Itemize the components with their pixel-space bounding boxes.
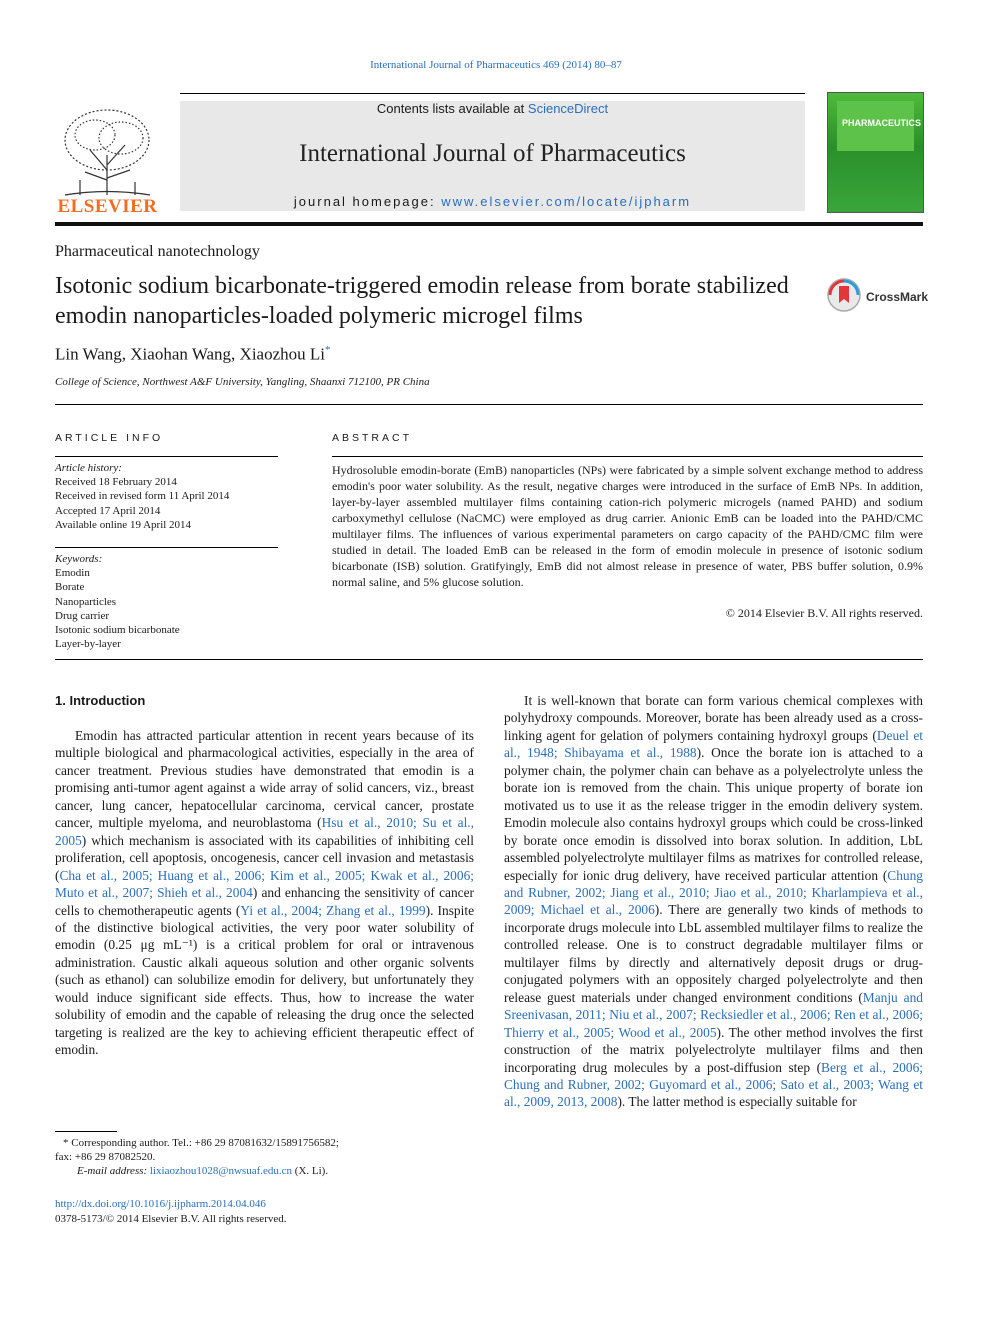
doi-link[interactable]: http://dx.doi.org/10.1016/j.ijpharm.2014.04.046 [55, 1198, 266, 1210]
introduction-heading: 1. Introduction [55, 693, 146, 708]
abstract-rule [332, 456, 923, 457]
abstract-copyright: © 2014 Elsevier B.V. All rights reserved. [725, 606, 923, 620]
email-link[interactable]: lixiaozhou1028@nwsuaf.edu.cn [149, 1165, 293, 1177]
keywords-label: Keywords: [55, 553, 103, 565]
citation-link[interactable]: Cha et al., 2005; Huang et al., 2006; Kim et al., 2005; Kwak et al., 2006; Muto et al., 2007; Shieh et al., 2004 [55, 867, 474, 901]
history-online: Available online 19 April 2014 [55, 518, 192, 531]
body-text: ) and enhancing the sensitivity of cancer cells to chemotherapeutic agents ( [55, 885, 475, 918]
abstract-bottom-rule [55, 659, 923, 660]
intro-paragraph-1 [55, 727, 474, 1059]
body-text: ). There are generally two kinds of methods to incorporate drugs molecule into LbL assembled multilayer films to realize the controlled release. One is to construct degradable multilayer films or multilayer films by directly and alternatively deposit drugs or drug-conjugated polymers with an oppositely charged polyelectrolyte and then release guest materials under changed environment conditions ( [504, 902, 924, 1005]
article-title: Isotonic sodium bicarbonate-triggered emodin release from borate stabilized emodin nanoparticles-loaded polymeric microgel films [55, 273, 789, 329]
authors-names: Lin Wang, Xiaohan Wang, Xiaozhou Li [55, 344, 325, 364]
citation-link[interactable]: Manju and Sreenivasan, 2011; Niu et al., 2007; Recksiedler et al., 2006; Ren et al., 2006; Thierry et al., 2005; Wood et al., 2005 [504, 989, 923, 1040]
intro-right-column [504, 692, 923, 1111]
footnote-mark: * [63, 1137, 69, 1149]
keyword: Emodin [55, 567, 90, 580]
history-revised: Received in revised form 11 April 2014 [55, 490, 230, 503]
footnote-rule [55, 1131, 117, 1132]
citation-link[interactable]: Chung and Rubner, 2002; Jiang et al., 2010; Jiao et al., 2010; Kharlampieva et al., 2009; Michael et al., 2006 [504, 867, 923, 918]
body-text: ). The latter method is especially suitable for [617, 1094, 857, 1110]
intro-paragraph-2 [504, 692, 923, 1111]
history-accepted: Accepted 17 April 2014 [55, 504, 161, 517]
body-text: ). Inspite of the distinctive biological activities, the very poor water solubility of emodin (0.25 μg mL⁻¹) is a critical problem for oral or intravenous administration. Caustic alkali aqueous solution and other organic solvents (such as ethanol) can solubilize emodin for delivery, but unfortunately they would induce significant side effects. Thus, how to increase the water solubility of emodin and the capable of releasing the drug once the selected targeting is realized are the key to achieving efficient therapeutic effect of emodin. [55, 902, 475, 1058]
abstract-text: Hydrosoluble emodin-borate (EmB) nanoparticles (NPs) were fabricated by a simple solvent exchange method to address emodin's poor water solubility. As the result, negative charges were introduced in the surface of EmB NPs. In addition, layer-by-layer assembled multilayer films containing cation-rich polymeric microgels (named PAHD) and sodium carboxymethyl cellulose (NaCMC) were employed as drug carrier. Anionic EmB can be loaded into the PAHD/CMC multilayer films. The influences of various experimental parameters on cargo capacity of the PAHD/CMC film were studied in detail. The loaded EmB can be released in the form of emodin molecule in presence of isotonic sodium bicarbonate (ISB) solution. Gratifyingly, EmB did not almost release in presence of water, PBS buffer solution, 0.9% normal saline, and 5% glucose solution. [332, 463, 923, 589]
homepage-link[interactable]: www.elsevier.com/locate/ijpharm [441, 194, 692, 209]
journal-title: International Journal of Pharmaceutics [299, 140, 686, 167]
homepage-prefix: journal homepage: [293, 194, 442, 209]
article-info-rule [55, 456, 278, 457]
crossmark-label[interactable]: CrossMark [866, 290, 929, 304]
crossmark-icon[interactable] [826, 277, 862, 313]
header-thick-rule [55, 222, 923, 226]
article-info-heading: ARTICLE INFO [55, 432, 164, 444]
cover-title: PHARMACEUTICS [842, 118, 922, 128]
article-history [55, 461, 278, 532]
body-text: Emodin has attracted particular attention in recent years because of its multiple biological and pharmacological activities, especially in the area of cancer treatment. Previous studies have demonstrated that emodin is a promising anti-tumor agent against a wide array of solid cancers, viz., breast cancer, lung cancer, hepatocellular carcinoma, cervical cancer, prostate cancer, multiple myeloma, and neuroblastoma ( [55, 728, 474, 831]
keyword: Layer-by-layer [55, 638, 121, 651]
history-received: Received 18 February 2014 [55, 476, 177, 489]
citation-link[interactable]: Berg et al., 2006; Chung and Rubner, 2002; Guyomard et al., 2006; Sato et al., 2003; Wang et al., 2009, 2013, 2008 [504, 1059, 923, 1110]
elsevier-wordmark: ELSEVIER [57, 196, 158, 217]
author-list [55, 344, 331, 365]
header-top-rule [180, 93, 805, 94]
contents-prefix: Contents lists available at [376, 101, 528, 116]
body-text: ) which mechanism is associated with its capabilities of inhibiting cell proliferation, cell apoptosis, oncogenesis, cancer cell invasion and metastasis ( [55, 832, 474, 883]
email-suffix: (X. Li). [292, 1165, 329, 1177]
sciencedirect-link[interactable]: ScienceDirect [527, 101, 609, 116]
email-label: E-mail address: [77, 1165, 150, 1177]
abstract-heading: ABSTRACT [332, 432, 413, 444]
body-text: ). Once the borate ion is attached to a polymer chain, the polymer chain can behave as a polyelectrolyte unless the borate ion is removed from the chain. This unique property of borate ion motivated us to use it as the release trigger in the emodin delivery system. Emodin molecule also contains hydroxyl groups which could be cross-linked by borate once emodin is dissolved into borax solution. In addition, LbL assembled polyelectrolyte multilayer films as matrixes for controlled release, especially for ionic drug delivery, have received particular attention ( [504, 745, 923, 883]
keywords-rule [55, 547, 278, 548]
doi-block [55, 1197, 475, 1227]
keywords-list [55, 552, 278, 651]
journal-citation[interactable]: International Journal of Pharmaceutics 469 (2014) 80–87 [370, 59, 622, 71]
intro-left-column [55, 727, 474, 1059]
corresponding-author-footnote [55, 1136, 475, 1178]
keyword: Borate [55, 581, 85, 594]
author-affiliation: College of Science, Northwest A&F University, Yangling, Shaanxi 712100, PR China [55, 376, 430, 388]
affiliation-rule [55, 404, 923, 405]
keyword: Drug carrier [55, 609, 110, 622]
issn-copyright: 0378-5173/© 2014 Elsevier B.V. All rights reserved. [55, 1213, 287, 1225]
corresponding-author-mark[interactable]: * [325, 344, 331, 356]
contents-line [180, 101, 805, 116]
citation-link[interactable]: Yi et al., 2004; Zhang et al., 1999 [240, 902, 426, 918]
keyword: Nanoparticles [55, 595, 117, 608]
footnote-fax: fax: +86 29 87082520. [55, 1151, 156, 1163]
history-label: Article history: [55, 462, 122, 474]
article-section: Pharmaceutical nanotechnology [55, 243, 260, 260]
body-text: ). The other method involves the first construction of the matrix polyelectrolyte multilayer films and then incorporating drug molecules by a post-diffusion step ( [504, 1024, 923, 1075]
body-text: It is well-known that borate can form various chemical complexes with polyhydroxy compounds. Moreover, borate has been already used as a cross-linking agent for gelation of polymers containing hydroxyl groups ( [504, 693, 923, 743]
citation-link[interactable]: Deuel et al., 1948; Shibayama et al., 1988 [504, 727, 924, 761]
journal-homepage-line [180, 194, 805, 209]
keyword: Isotonic sodium bicarbonate [55, 624, 180, 637]
footnote-corresponding: Corresponding author. Tel.: +86 29 87081632/15891756582; [71, 1137, 339, 1149]
journal-cover-thumbnail[interactable] [827, 92, 924, 213]
citation-link[interactable]: Hsu et al., 2010; Su et al., 2005 [55, 815, 474, 848]
